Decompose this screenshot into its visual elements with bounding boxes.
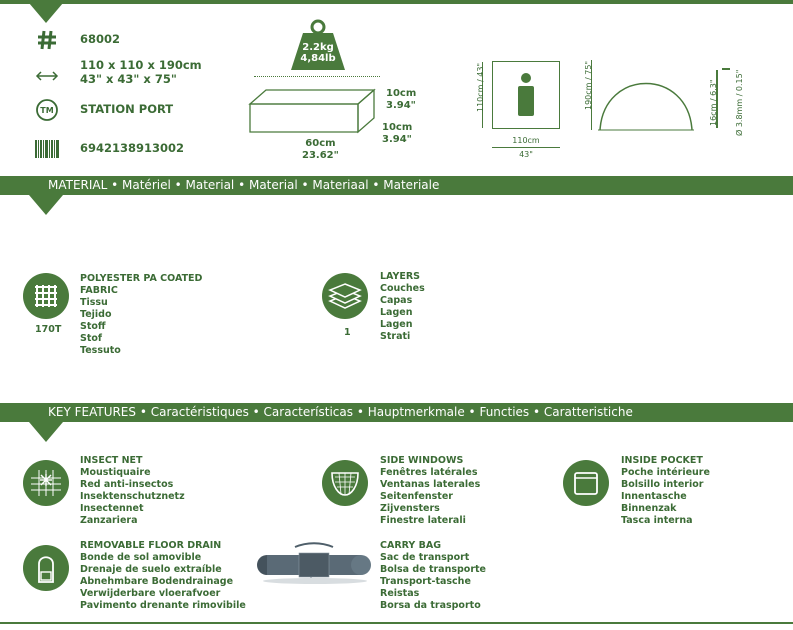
pole-tip (722, 68, 730, 70)
fabric-line: POLYESTER PA COATED (80, 273, 203, 284)
feature-line: INSECT NET (80, 455, 143, 466)
features-band: KEY FEATURES • Caractéristiques • Características • Hauptmerkmale • Functies • Caratteristiche (0, 403, 793, 422)
fabric-line: Tissu (80, 297, 108, 308)
tent-floor-plan (492, 61, 560, 129)
package-height-in: 3.94" (386, 100, 416, 111)
layers-icon (322, 273, 368, 319)
model-number: 68002 (80, 32, 121, 46)
layers-line: Lagen (380, 319, 413, 330)
layers-line: Couches (380, 283, 425, 294)
insect-net-list (80, 455, 185, 527)
feature-line: Zijvensters (380, 503, 440, 514)
feature-line: Innentasche (621, 491, 687, 502)
side-windows-list (380, 455, 480, 527)
barcode-icon (34, 138, 60, 160)
feature-line: Ventanas laterales (380, 479, 481, 490)
trademark-icon (34, 99, 60, 121)
feature-line: Fenêtres latérales (380, 467, 478, 478)
feature-line: INSIDE POCKET (621, 455, 703, 466)
floor-drain-icon (23, 545, 69, 591)
package-box-drawing (248, 84, 388, 140)
feature-line: SIDE WINDOWS (380, 455, 464, 466)
floor-bottom-cm: 110cm (512, 136, 540, 145)
feature-line: Bonde de sol amovible (80, 552, 202, 563)
layers-line: Lagen (380, 307, 413, 318)
feature-line: Insektenschutznetz (80, 491, 185, 502)
pole-diameter: Ø 3.8mm / 0.15" (735, 69, 744, 136)
trademark-symbol: TM (40, 105, 54, 115)
tent-dome-drawing (598, 58, 694, 136)
package-depth-in: 3.94" (382, 134, 412, 145)
inside-pocket-icon (563, 460, 609, 506)
feature-line: Seitenfenster (380, 491, 453, 502)
feature-line: REMOVABLE FLOOR DRAIN (80, 540, 222, 551)
feature-line: Pavimento drenante rimovibile (80, 600, 246, 611)
dimensions-imperial: 43" x 43" x 75" (80, 72, 177, 86)
material-arrow (29, 195, 63, 215)
carry-bag-list (380, 540, 486, 612)
package-depth-cm: 10cm (382, 122, 413, 133)
layers-line: LAYERS (380, 271, 421, 282)
layers-value: 1 (344, 327, 351, 338)
feature-line: Verwijderbare vloerafvoer (80, 588, 221, 599)
feature-line: Insectennet (80, 503, 144, 514)
person-icon (515, 72, 537, 118)
floor-bottom-in: 43" (519, 150, 533, 159)
brand-name: STATION PORT (80, 102, 174, 116)
layers-line: Strati (380, 331, 411, 342)
floor-bottom-dim-line (492, 147, 560, 148)
feature-line: Binnenzak (621, 503, 677, 514)
pole-length: 16cm / 6.3" (709, 79, 718, 126)
material-band: MATERIAL • Matériel • Material • Material • Materiaal • Materiale (0, 176, 793, 195)
dome-height-dim: 190cm / 75" (584, 60, 593, 110)
package-length-in: 23.62" (302, 150, 339, 161)
fabric-line: Tessuto (80, 345, 121, 356)
feature-line: Red anti-insectos (80, 479, 174, 490)
layers-label-list (380, 271, 425, 343)
carry-bag-illustration (255, 541, 373, 591)
package-length-cm: 60cm (305, 138, 336, 149)
fabric-line: FABRIC (80, 285, 118, 296)
features-arrow (29, 422, 63, 442)
feature-line: Tasca interna (621, 515, 693, 526)
weight-lb: 4,84lb (300, 53, 336, 64)
feature-line: Sac de transport (380, 552, 470, 563)
weight-dotted-line (254, 76, 380, 77)
fabric-value: 170T (35, 324, 62, 335)
floor-side-dim: 110cm / 43" (476, 62, 485, 112)
floor-drain-list (80, 540, 246, 612)
feature-line: Drenaje de suelo extraíble (80, 564, 222, 575)
bottom-border (0, 622, 793, 630)
feature-line: CARRY BAG (380, 540, 442, 551)
top-border (0, 0, 793, 4)
feature-line: Bolsa de transporte (380, 564, 486, 575)
feature-line: Transport-tasche (380, 576, 471, 587)
feature-line: Poche intérieure (621, 467, 710, 478)
package-height-cm: 10cm (386, 88, 417, 99)
fabric-line: Stof (80, 333, 103, 344)
barcode-number: 6942138913002 (80, 141, 185, 155)
feature-line: Abnehmbare Bodendrainage (80, 576, 234, 587)
fabric-weave-icon (23, 273, 69, 319)
side-window-icon (322, 460, 368, 506)
inside-pocket-list (621, 455, 710, 527)
feature-line: Bolsillo interior (621, 479, 704, 490)
dimension-arrow-icon (34, 65, 60, 87)
fabric-line: Stoff (80, 321, 106, 332)
feature-line: Reistas (380, 588, 420, 599)
fabric-label-list (80, 273, 202, 357)
feature-line: Moustiquaire (80, 467, 151, 478)
weight-icon (287, 18, 349, 72)
dimensions-metric: 110 x 110 x 190cm (80, 58, 202, 72)
header-arrow (29, 3, 63, 23)
hash-icon (34, 29, 60, 51)
feature-line: Borsa da trasporto (380, 600, 481, 611)
feature-line: Zanzariera (80, 515, 138, 526)
weight-kg: 2.2kg (302, 42, 334, 53)
layers-line: Capas (380, 295, 413, 306)
insect-net-icon (23, 460, 69, 506)
feature-line: Finestre laterali (380, 515, 466, 526)
fabric-line: Tejido (80, 309, 112, 320)
